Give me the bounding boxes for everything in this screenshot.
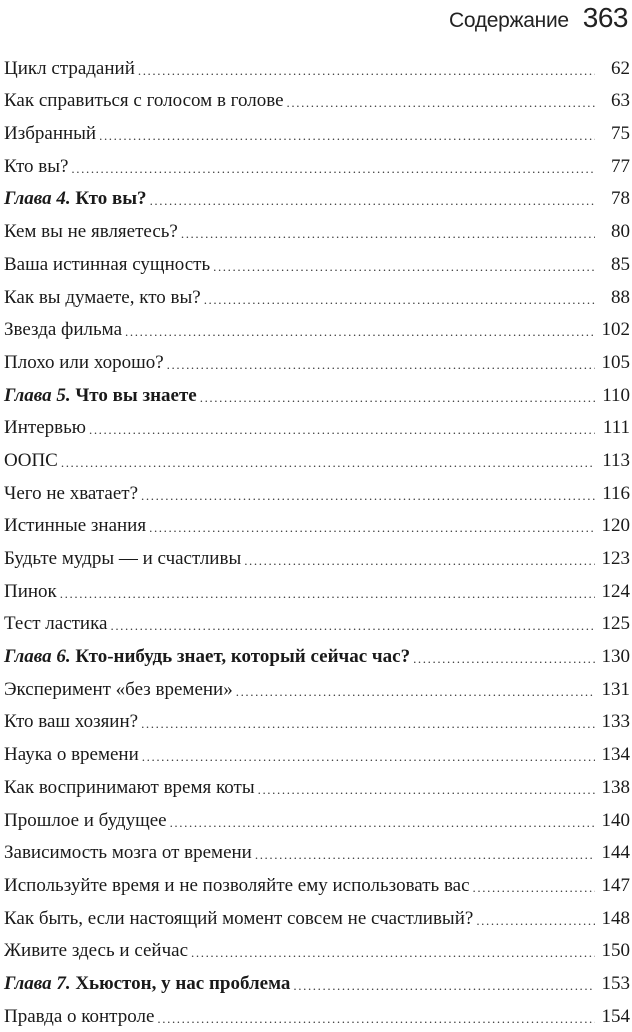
toc-dot-leader bbox=[244, 553, 595, 569]
toc-dot-leader bbox=[258, 782, 595, 798]
toc-dot-leader bbox=[89, 422, 595, 438]
toc-entry[interactable] bbox=[4, 835, 630, 868]
toc-page-number: 77 bbox=[611, 155, 630, 177]
toc-entry-title: Плохо или хорошо? bbox=[4, 351, 164, 373]
toc-entry-title: Живите здесь и сейчас bbox=[4, 940, 189, 962]
toc-entry[interactable] bbox=[4, 671, 630, 704]
toc-chapter-name: Хьюстон, у нас проблема bbox=[70, 972, 291, 994]
toc-entry[interactable] bbox=[4, 802, 630, 835]
toc-dot-leader bbox=[236, 684, 595, 700]
toc-chapter-label: Глава 5. bbox=[4, 384, 71, 406]
toc-entry-title bbox=[4, 385, 197, 407]
toc-page-number: 148 bbox=[601, 907, 630, 929]
toc-page-number: 75 bbox=[611, 123, 630, 145]
toc-dot-leader bbox=[125, 324, 595, 340]
toc-chapter-label: Глава 7. bbox=[4, 972, 71, 994]
toc-page-number: 105 bbox=[601, 351, 630, 373]
toc-entry-title: Кто вы? bbox=[4, 155, 69, 177]
toc-dot-leader bbox=[149, 520, 595, 536]
toc-page-number: 140 bbox=[601, 809, 630, 831]
toc-page-number: 113 bbox=[602, 449, 630, 471]
toc-page-number: 63 bbox=[611, 90, 630, 112]
toc-page-number: 154 bbox=[601, 1005, 630, 1027]
toc-entry-title: ООПС bbox=[4, 449, 58, 471]
toc-entry[interactable] bbox=[4, 540, 630, 573]
toc-chapter-entry[interactable] bbox=[4, 377, 630, 410]
toc-page-number: 131 bbox=[601, 678, 630, 700]
toc-dot-leader bbox=[138, 63, 595, 79]
toc-entry-title: Зависимость мозга от времени bbox=[4, 842, 252, 864]
toc-entry-title: Звезда фильма bbox=[4, 319, 123, 341]
toc-dot-leader bbox=[413, 651, 595, 667]
toc-entry-title: Избранный bbox=[4, 123, 97, 145]
toc-entry[interactable] bbox=[4, 115, 630, 148]
toc-page-number: 150 bbox=[601, 940, 630, 962]
toc-entry-title: Истинные знания bbox=[4, 515, 147, 537]
toc-page-number: 130 bbox=[601, 646, 630, 668]
toc-dot-leader bbox=[141, 488, 595, 504]
toc-dot-leader bbox=[61, 455, 595, 471]
toc-page-number: 88 bbox=[611, 286, 630, 308]
toc-entry-title: Кем вы не являетесь? bbox=[4, 221, 178, 243]
toc-dot-leader bbox=[476, 913, 595, 929]
toc-page-number: 120 bbox=[601, 515, 630, 537]
toc-page-number: 85 bbox=[611, 253, 630, 275]
running-head-section-title: Содержание bbox=[449, 9, 569, 32]
toc-entry-title: Как быть, если настоящий момент совсем не счастливый? bbox=[4, 907, 474, 929]
toc-entry[interactable] bbox=[4, 606, 630, 639]
toc-entry[interactable] bbox=[4, 246, 630, 279]
toc-entry-title: Интервью bbox=[4, 417, 86, 439]
toc-entry[interactable] bbox=[4, 769, 630, 802]
table-of-contents bbox=[4, 50, 630, 1031]
toc-entry-title: Наука о времени bbox=[4, 744, 139, 766]
toc-dot-leader bbox=[170, 815, 595, 831]
toc-dot-leader bbox=[99, 128, 595, 144]
toc-dot-leader bbox=[157, 1011, 595, 1027]
toc-entry[interactable] bbox=[4, 704, 630, 737]
toc-entry[interactable] bbox=[4, 442, 630, 475]
toc-page-number: 144 bbox=[601, 842, 630, 864]
toc-dot-leader bbox=[255, 847, 595, 863]
toc-dot-leader bbox=[191, 945, 595, 961]
toc-page-number: 102 bbox=[601, 319, 630, 341]
running-head bbox=[449, 2, 628, 34]
toc-entry-title: Эксперимент «без времени» bbox=[4, 678, 233, 700]
toc-chapter-name: Что вы знаете bbox=[70, 384, 197, 406]
toc-dot-leader bbox=[181, 226, 595, 242]
toc-page-number: 116 bbox=[602, 482, 630, 504]
toc-chapter-name: Кто вы? bbox=[70, 188, 147, 210]
toc-entry-title: Чего не хватает? bbox=[4, 482, 139, 504]
toc-entry[interactable] bbox=[4, 344, 630, 377]
toc-chapter-name: Кто-нибудь знает, который сейчас час? bbox=[70, 646, 411, 668]
toc-dot-leader bbox=[167, 357, 595, 373]
toc-entry[interactable] bbox=[4, 83, 630, 116]
toc-entry[interactable] bbox=[4, 475, 630, 508]
toc-entry-title: Будьте мудры — и счастливы bbox=[4, 548, 242, 569]
toc-dot-leader bbox=[473, 880, 595, 896]
toc-entry-title: Ваша истинная сущность bbox=[4, 253, 211, 275]
toc-dot-leader bbox=[60, 586, 595, 602]
toc-entry-title: Прошлое и будущее bbox=[4, 809, 167, 831]
toc-entry[interactable] bbox=[4, 213, 630, 246]
toc-page-number: 134 bbox=[601, 744, 630, 766]
toc-dot-leader bbox=[110, 618, 595, 634]
toc-entry[interactable] bbox=[4, 508, 630, 541]
toc-entry[interactable] bbox=[4, 867, 630, 900]
toc-chapter-entry[interactable] bbox=[4, 965, 630, 998]
toc-entry[interactable] bbox=[4, 933, 630, 966]
toc-dot-leader bbox=[287, 95, 595, 111]
toc-entry-title: Правда о контроле bbox=[4, 1005, 155, 1027]
toc-dot-leader bbox=[141, 716, 595, 732]
toc-dot-leader bbox=[142, 749, 595, 765]
toc-chapter-entry[interactable] bbox=[4, 181, 630, 214]
toc-dot-leader bbox=[150, 193, 595, 209]
toc-entry-title: Тест ластика bbox=[4, 613, 108, 635]
toc-chapter-label: Глава 6. bbox=[4, 646, 71, 668]
toc-dot-leader bbox=[200, 390, 595, 406]
toc-entry[interactable] bbox=[4, 148, 630, 181]
toc-page-number: 80 bbox=[611, 221, 630, 243]
toc-page-number: 124 bbox=[601, 580, 630, 602]
toc-chapter-entry[interactable] bbox=[4, 638, 630, 671]
toc-entry-title bbox=[4, 973, 290, 995]
toc-page-number: 138 bbox=[601, 776, 630, 798]
toc-entry[interactable] bbox=[4, 279, 630, 312]
toc-entry[interactable] bbox=[4, 998, 630, 1031]
toc-entry-title: Пинок bbox=[4, 580, 57, 602]
toc-entry-title: Цикл страданий bbox=[4, 57, 135, 79]
toc-chapter-label: Глава 4. bbox=[4, 188, 71, 210]
toc-entry[interactable] bbox=[4, 573, 630, 606]
toc-entry-title bbox=[4, 646, 410, 668]
toc-page-number: 123 bbox=[601, 548, 630, 569]
toc-page-number: 133 bbox=[601, 711, 630, 733]
toc-dot-leader bbox=[71, 161, 595, 177]
toc-dot-leader bbox=[213, 259, 595, 275]
toc-page-number: 110 bbox=[602, 384, 630, 406]
toc-entry-title: Как воспринимают время коты bbox=[4, 776, 255, 798]
toc-page-number: 147 bbox=[601, 874, 630, 896]
toc-entry-title: Используйте время и не позволяйте ему использовать вас bbox=[4, 874, 470, 896]
toc-page-number: 153 bbox=[601, 972, 630, 994]
running-head-page-number: 363 bbox=[582, 2, 628, 33]
toc-page-number: 125 bbox=[601, 613, 630, 635]
toc-entry-title bbox=[4, 188, 147, 210]
toc-entry[interactable] bbox=[4, 900, 630, 933]
toc-entry-title: Кто ваш хозяин? bbox=[4, 711, 139, 733]
toc-page-number: 78 bbox=[611, 188, 630, 210]
toc-entry[interactable] bbox=[4, 312, 630, 345]
toc-dot-leader bbox=[293, 978, 595, 994]
toc-page-number: 62 bbox=[611, 57, 630, 79]
toc-entry[interactable] bbox=[4, 736, 630, 769]
toc-page-number: 111 bbox=[602, 417, 630, 439]
toc-entry-title: Как справиться с голосом в голове bbox=[4, 90, 284, 112]
toc-dot-leader bbox=[204, 292, 595, 308]
toc-entry[interactable] bbox=[4, 410, 630, 443]
toc-entry-title: Как вы думаете, кто вы? bbox=[4, 286, 201, 308]
toc-entry[interactable] bbox=[4, 50, 630, 83]
